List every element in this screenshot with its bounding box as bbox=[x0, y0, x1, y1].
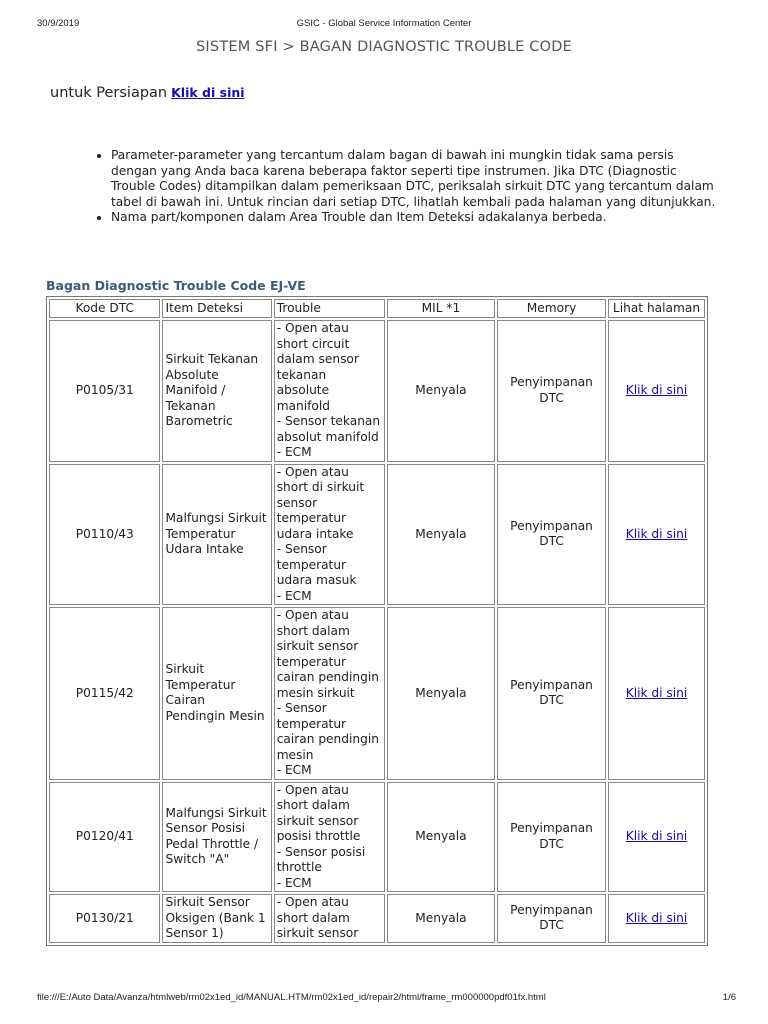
trouble-cell bbox=[274, 607, 385, 780]
page-title: SISTEM SFI > BAGAN DIAGNOSTIC TROUBLE CODE bbox=[196, 39, 572, 55]
page-break-mask bbox=[0, 985, 768, 992]
trouble-line: - ECM bbox=[276, 588, 312, 603]
table-row bbox=[49, 464, 705, 606]
mil-status: Menyala bbox=[387, 320, 495, 462]
detection-item: Sirkuit Tekanan Absolute Manifold / Tekanan Barometric bbox=[162, 320, 271, 462]
memory-status: Penyimpanan DTC bbox=[497, 320, 606, 462]
detection-item: Sirkuit Sensor Oksigen (Bank 1 Sensor 1) bbox=[162, 894, 271, 943]
table-row bbox=[49, 607, 705, 780]
mil-status: Menyala bbox=[387, 894, 495, 943]
table-row bbox=[49, 782, 705, 893]
note-item: • Parameter-parameter yang tercantum dalam bagan di bawah ini mungkin tidak sama persis dengan yang Anda baca karena beberapa faktor seperti tipe instrumen. Jika DTC (Diagnostic Trouble Codes) ditampilkan dalam pemeriksaan DTC, periksalah sirkuit DTC yang tercantum dalam tabel di bawah ini. Untuk rincian dari setiap DTC, lihatlah kembali pada halaman yang ditunjukkan. bbox=[111, 148, 721, 210]
col-header-code: Kode DTC bbox=[49, 299, 160, 318]
prep-link[interactable]: Klik di sini bbox=[171, 85, 245, 100]
detection-item: Malfungsi Sirkuit Temperatur Udara Intake bbox=[162, 464, 271, 606]
memory-status: Penyimpanan DTC bbox=[497, 782, 606, 893]
mil-status: Menyala bbox=[387, 607, 495, 780]
table-header-row bbox=[49, 299, 705, 318]
print-title: GSIC - Global Service Information Center bbox=[296, 18, 472, 29]
col-header-memory: Memory bbox=[497, 299, 606, 318]
detection-item: Sirkuit Temperatur Cairan Pendingin Mesin bbox=[162, 607, 271, 780]
trouble-line: - Open atau short di sirkuit sensor temperatur udara intake bbox=[276, 464, 365, 541]
trouble-cell bbox=[274, 320, 385, 462]
trouble-line: - Open atau short circuit dalam sensor tekanan absolute manifold bbox=[276, 321, 359, 413]
dtc-code: P0130/21 bbox=[49, 894, 160, 943]
trouble-cell bbox=[274, 894, 385, 943]
page-link-cell bbox=[608, 894, 705, 943]
print-date: 30/9/2019 bbox=[37, 18, 80, 29]
dtc-code: P0115/42 bbox=[49, 607, 160, 780]
trouble-cell bbox=[274, 782, 385, 893]
page-link-cell bbox=[608, 607, 705, 780]
notes-list bbox=[93, 148, 721, 226]
memory-status: Penyimpanan DTC bbox=[497, 464, 606, 606]
page-link-cell bbox=[608, 320, 705, 462]
trouble-line: - Sensor posisi throttle bbox=[276, 844, 366, 874]
trouble-line: - Open atau short dalam sirkuit sensor bbox=[276, 895, 359, 940]
table-row bbox=[49, 320, 705, 462]
page-number: 1/6 bbox=[722, 992, 736, 1003]
prep-text: untuk Persiapan bbox=[50, 85, 168, 101]
table-caption: Bagan Diagnostic Trouble Code EJ-VE bbox=[46, 278, 306, 293]
col-header-item: Item Deteksi bbox=[162, 299, 271, 318]
trouble-line: - Sensor tekanan absolut manifold bbox=[276, 414, 381, 444]
dtc-code: P0110/43 bbox=[49, 464, 160, 606]
trouble-line: - Open atau short dalam sirkuit sensor posisi throttle bbox=[276, 782, 361, 843]
col-header-trouble: Trouble bbox=[274, 299, 385, 318]
prep-line bbox=[50, 85, 245, 101]
page-link[interactable]: Klik di sini bbox=[625, 526, 688, 541]
dtc-table bbox=[46, 296, 708, 946]
memory-status: Penyimpanan DTC bbox=[497, 607, 606, 780]
page-link-cell bbox=[608, 782, 705, 893]
mil-status: Menyala bbox=[387, 782, 495, 893]
page-link[interactable]: Klik di sini bbox=[625, 685, 688, 700]
page-link-cell bbox=[608, 464, 705, 606]
col-header-mil: MIL *1 bbox=[387, 299, 495, 318]
trouble-line: - Open atau short dalam sirkuit sensor temperatur cairan pendingin mesin sirkuit bbox=[276, 608, 379, 700]
memory-status: Penyimpanan DTC bbox=[497, 894, 606, 943]
trouble-line: - Sensor temperatur cairan pendingin mesin bbox=[276, 701, 379, 762]
trouble-line: - ECM bbox=[276, 875, 312, 890]
detection-item: Malfungsi Sirkuit Sensor Posisi Pedal Throttle / Switch "A" bbox=[162, 782, 271, 893]
page-link[interactable]: Klik di sini bbox=[625, 829, 688, 843]
dtc-code: P0105/31 bbox=[49, 320, 160, 462]
mil-status: Menyala bbox=[387, 464, 495, 606]
col-header-page: Lihat halaman bbox=[608, 299, 705, 318]
page-link[interactable]: Klik di sini bbox=[625, 383, 688, 397]
file-path: file:///E:/Auto Data/Avanza/htmlweb/rm02x1ed_id/MANUAL.HTM/rm02x1ed_id/repair2/html/frame_rm000000pdf01fx.html bbox=[37, 992, 546, 1003]
dtc-code: P0120/41 bbox=[49, 782, 160, 893]
page-link[interactable]: Klik di sini bbox=[625, 910, 688, 925]
note-item: • Nama part/komponen dalam Area Trouble dan Item Deteksi adakalanya berbeda. bbox=[111, 210, 721, 226]
trouble-cell bbox=[274, 464, 385, 606]
trouble-line: - ECM bbox=[276, 445, 312, 459]
trouble-line: - ECM bbox=[276, 763, 312, 777]
trouble-line: - Sensor temperatur udara masuk bbox=[276, 542, 357, 587]
table-row bbox=[49, 894, 705, 943]
